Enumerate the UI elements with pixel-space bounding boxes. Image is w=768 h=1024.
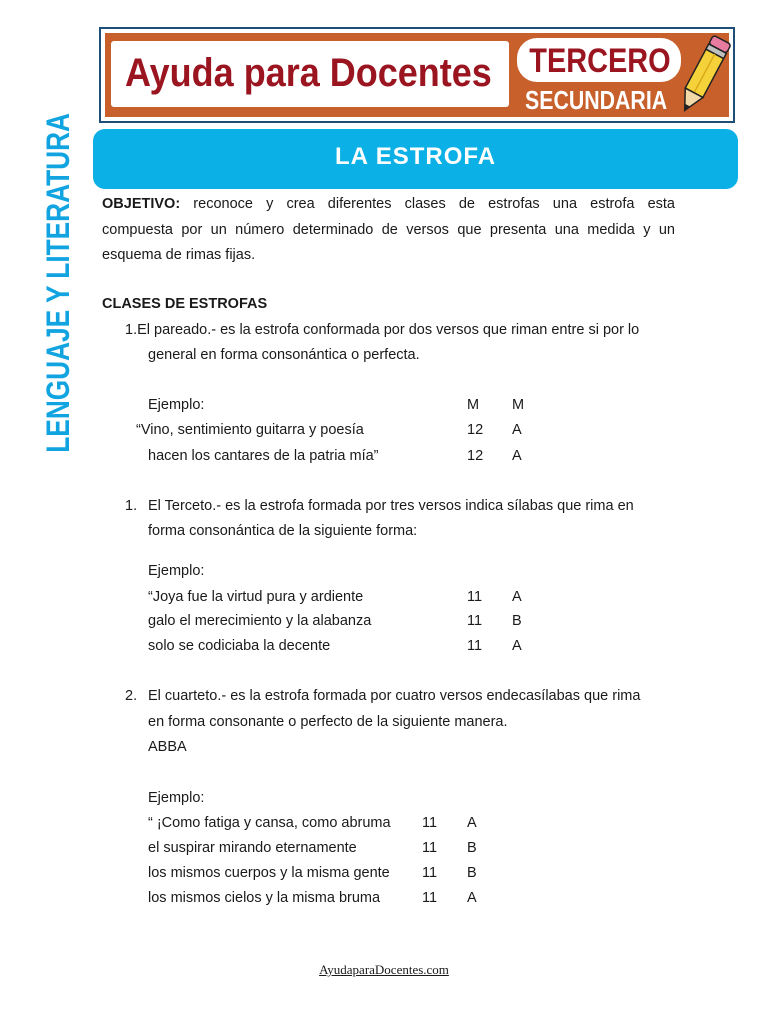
terceto-line-2: forma consonántica de la siguiente forma: xyxy=(148,523,418,539)
terceto-syllables-1: 11 xyxy=(467,589,483,605)
pareado-rhyme-2: A xyxy=(512,448,522,464)
objective-paragraph xyxy=(102,192,675,269)
header-banner xyxy=(99,27,735,123)
terceto-line-1: El Terceto.- es la estrofa formada por tres versos indica sílabas que rima en xyxy=(148,498,634,514)
cuarteto-rhyme-3: B xyxy=(467,865,477,881)
objective-label: OBJETIVO: xyxy=(102,196,181,212)
page-title: LA ESTROFA xyxy=(334,143,497,170)
terceto-number: 1. xyxy=(125,498,138,514)
objective-text-1: reconoce y crea diferentes clases de estrofas una estrofa esta xyxy=(193,196,676,212)
pareado-verse-1: “Vino, sentimiento guitarra y poesía xyxy=(136,422,364,438)
pareado-col-m1: M xyxy=(467,397,480,413)
terceto-example-label: Ejemplo: xyxy=(148,563,205,579)
cuarteto-verse-1: “ ¡Como fatiga y cansa, como abruma xyxy=(148,815,391,831)
objective-line-2: compuesta por un número determinado de versos que presenta una medida y un xyxy=(102,221,675,238)
objective-line-3: esquema de rimas fijas. xyxy=(102,247,256,263)
side-subject-text: LENGUAJE Y LITERATURA xyxy=(40,113,76,453)
pareado-verse-2: hacen los cantares de la patria mía” xyxy=(148,448,379,464)
banner-background xyxy=(105,33,729,117)
pareado-example-label: Ejemplo: xyxy=(148,397,205,413)
title-bar xyxy=(93,129,738,189)
cuarteto-rhyme-1: A xyxy=(467,815,477,831)
cuarteto-rhyme-4: A xyxy=(467,890,477,906)
terceto-rhyme-3: A xyxy=(512,638,522,654)
cuarteto-example-label: Ejemplo: xyxy=(148,790,205,806)
pareado-rhyme-1: A xyxy=(512,422,522,438)
brand-box xyxy=(111,41,509,107)
terceto-verse-1: “Joya fue la virtud pura y ardiente xyxy=(148,589,364,605)
cuarteto-syllables-4: 11 xyxy=(422,890,438,906)
cuarteto-syllables-1: 11 xyxy=(422,815,438,831)
pareado-line-1: 1.El pareado.- es la estrofa conformada por dos versos que riman entre si por lo xyxy=(125,322,640,338)
terceto-verse-3: solo se codiciaba la decente xyxy=(148,638,331,654)
cuarteto-line-2: en forma consonante o perfecto de la siguiente manera. xyxy=(148,714,508,730)
cuarteto-verse-2: el suspirar mirando eternamente xyxy=(148,840,357,856)
cuarteto-verse-4: los mismos cielos y la misma bruma xyxy=(148,890,381,906)
pareado-syllables-2: 12 xyxy=(467,448,484,464)
cuarteto-line-3: ABBA xyxy=(148,739,187,755)
grade-text: TERCERO xyxy=(529,42,671,80)
side-subject-label xyxy=(40,113,77,490)
cuarteto-verse-3: los mismos cuerpos y la misma gente xyxy=(148,865,390,881)
terceto-syllables-3: 11 xyxy=(467,638,483,654)
pareado-line-2: general en forma consonántica o perfecta. xyxy=(148,347,420,363)
cuarteto-line-1: El cuarteto.- es la estrofa formada por cuatro versos endecasílabas que rima xyxy=(148,688,641,704)
pareado-col-m2: M xyxy=(512,397,525,413)
terceto-rhyme-1: A xyxy=(512,589,522,605)
cuarteto-number: 2. xyxy=(125,688,138,704)
pencil-icon xyxy=(675,35,731,117)
pareado-syllables-1: 12 xyxy=(467,422,484,438)
brand-title: Ayuda para Docentes xyxy=(125,51,492,95)
cuarteto-syllables-2: 11 xyxy=(422,840,438,856)
grade-badge xyxy=(517,38,681,82)
cuarteto-syllables-3: 11 xyxy=(422,865,438,881)
terceto-syllables-2: 11 xyxy=(467,613,483,629)
level-text: SECUNDARIA xyxy=(525,85,668,115)
section-heading: CLASES DE ESTROFAS xyxy=(102,296,268,312)
terceto-verse-2: galo el merecimiento y la alabanza xyxy=(148,613,372,629)
footer-link[interactable]: AyudaparaDocentes.com xyxy=(319,962,449,977)
terceto-rhyme-2: B xyxy=(512,613,522,629)
cuarteto-rhyme-2: B xyxy=(467,840,477,856)
objective-line-1 xyxy=(102,192,675,218)
